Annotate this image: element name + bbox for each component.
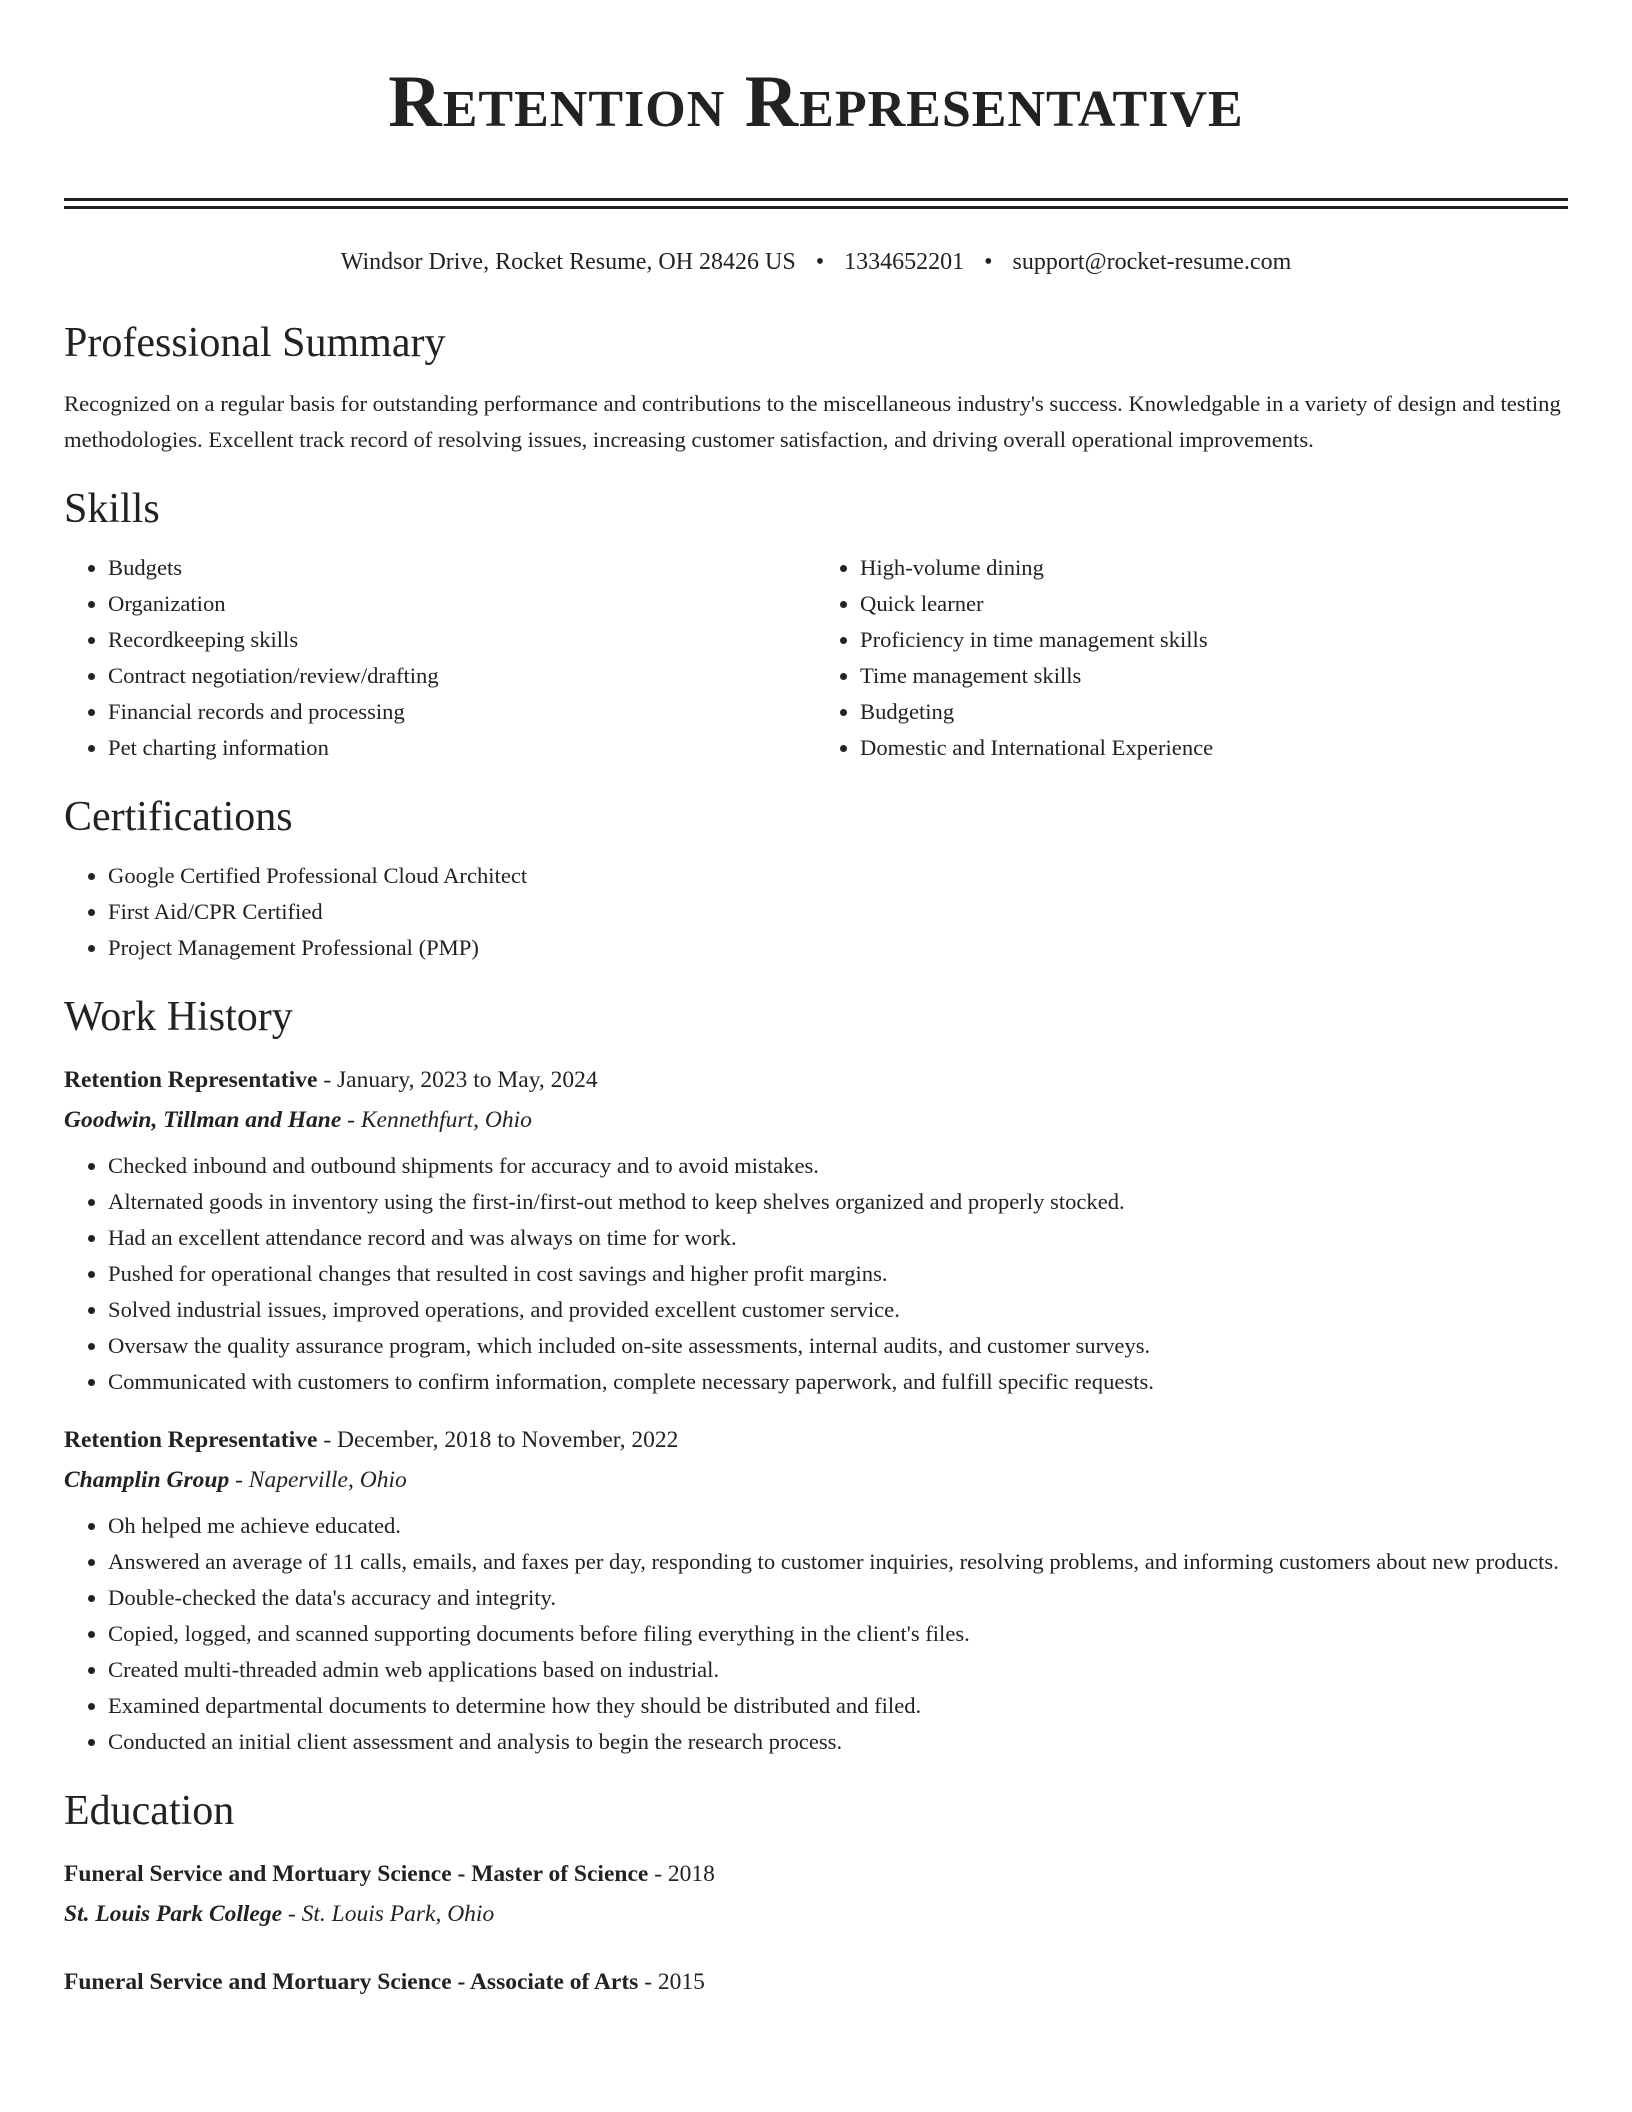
school-name: St. Louis Park College <box>64 1901 283 1927</box>
company-line <box>64 1460 1568 1500</box>
job-bullet: • Communicated with customers to confirm information, complete necessary paperwork, and fulfill specific requests. <box>108 1364 1568 1400</box>
contact-phone: 1334652201 <box>844 249 965 275</box>
skills-list-left <box>64 550 816 766</box>
skill-item: • Budgets <box>108 550 816 586</box>
job-bullet: • Created multi-threaded admin web applications based on industrial. <box>108 1652 1568 1688</box>
job-dates: - December, 2018 to November, 2022 <box>323 1427 679 1453</box>
skill-item: • Domestic and International Experience <box>860 730 1568 766</box>
company-name: Champlin Group <box>64 1467 230 1493</box>
job-bullet: • Double-checked the data's accuracy and integrity. <box>108 1580 1568 1616</box>
company-location: - Kennethfurt, Ohio <box>347 1107 532 1133</box>
resume-title: Retention Representative <box>388 61 1244 143</box>
contact-email[interactable]: support@rocket-resume.com <box>1012 249 1292 275</box>
certification-item: • Google Certified Professional Cloud Architect <box>108 858 1568 894</box>
summary-section <box>64 318 1568 458</box>
degree-year: - 2015 <box>644 1969 705 1995</box>
job-bullets <box>64 1148 1568 1400</box>
job-entry <box>64 1060 1568 1400</box>
education-section <box>64 1786 1568 2002</box>
contact-separator: • <box>815 249 825 275</box>
company-line <box>64 1100 1568 1140</box>
skill-item: • Budgeting <box>860 694 1568 730</box>
work-history-heading: Work History <box>64 994 293 1040</box>
certifications-list <box>64 858 1568 966</box>
certification-item: • First Aid/CPR Certified <box>108 894 1568 930</box>
company-name: Goodwin, Tillman and Hane <box>64 1107 342 1133</box>
job-bullet: • Had an excellent attendance record and was always on time for work. <box>108 1220 1568 1256</box>
skill-item: • High-volume dining <box>860 550 1568 586</box>
job-title-line <box>64 1060 1568 1100</box>
skills-section <box>64 484 1568 766</box>
title-divider <box>64 198 1568 209</box>
certification-item: • Project Management Professional (PMP) <box>108 930 1568 966</box>
job-bullet: • Examined departmental documents to determine how they should be distributed and filed. <box>108 1688 1568 1724</box>
skills-columns <box>64 550 1568 766</box>
job-bullet: • Checked inbound and outbound shipments for accuracy and to avoid mistakes. <box>108 1148 1568 1184</box>
work-history-section <box>64 992 1568 1760</box>
skill-item: • Pet charting information <box>108 730 816 766</box>
job-bullet: • Alternated goods in inventory using the first-in/first-out method to keep shelves organized and properly stocked. <box>108 1184 1568 1220</box>
job-bullet: • Copied, logged, and scanned supporting documents before filing everything in the client's files. <box>108 1616 1568 1652</box>
school-line <box>64 1894 1568 1934</box>
job-bullets <box>64 1508 1568 1760</box>
school-location: - St. Louis Park, Ohio <box>287 1901 495 1927</box>
education-entry <box>64 1962 1568 2002</box>
job-bullet: • Oh helped me achieve educated. <box>108 1508 1568 1544</box>
skill-item: • Time management skills <box>860 658 1568 694</box>
skill-item: • Proficiency in time management skills <box>860 622 1568 658</box>
certifications-section <box>64 792 1568 966</box>
skills-heading: Skills <box>64 486 160 532</box>
skill-item: • Recordkeeping skills <box>108 622 816 658</box>
summary-text: Recognized on a regular basis for outstanding performance and contributions to the miscellaneous industry's success. Knowledgable in a variety of design and testing methodologies. Excellent track record of resolving issues, increasing customer satisfaction, and driving overall operational improvements. <box>64 391 1561 452</box>
job-bullet: • Conducted an initial client assessment and analysis to begin the research process. <box>108 1724 1568 1760</box>
degree-line <box>64 1962 1568 2002</box>
job-bullet: • Solved industrial issues, improved operations, and provided excellent customer service. <box>108 1292 1568 1328</box>
job-bullet: • Answered an average of 11 calls, emails, and faxes per day, responding to customer inquiries, resolving problems, and informing customers about new products. <box>108 1544 1568 1580</box>
contact-separator: • <box>984 249 993 275</box>
skill-item: • Contract negotiation/review/drafting <box>108 658 816 694</box>
certifications-heading: Certifications <box>64 794 293 840</box>
skill-item: • Financial records and processing <box>108 694 816 730</box>
contact-line <box>64 247 1568 277</box>
degree-name: Funeral Service and Mortuary Science - Associate of Arts <box>64 1969 639 1995</box>
skill-item: • Organization <box>108 586 816 622</box>
job-title-line <box>64 1420 1568 1460</box>
contact-address: Windsor Drive, Rocket Resume, OH 28426 US <box>340 249 796 275</box>
company-location: - Naperville, Ohio <box>235 1467 407 1493</box>
job-bullet: • Oversaw the quality assurance program, which included on-site assessments, internal audits, and customer surveys. <box>108 1328 1568 1364</box>
job-entry <box>64 1420 1568 1760</box>
education-heading: Education <box>64 1788 235 1834</box>
job-bullet: • Pushed for operational changes that resulted in cost savings and higher profit margins. <box>108 1256 1568 1292</box>
job-title: Retention Representative <box>64 1427 318 1453</box>
degree-year: - 2018 <box>654 1861 715 1887</box>
education-entry <box>64 1854 1568 1934</box>
degree-name: Funeral Service and Mortuary Science - Master of Science <box>64 1861 649 1887</box>
job-title: Retention Representative <box>64 1067 318 1093</box>
degree-line <box>64 1854 1568 1894</box>
summary-heading: Professional Summary <box>64 320 446 366</box>
skill-item: • Quick learner <box>860 586 1568 622</box>
job-dates: - January, 2023 to May, 2024 <box>323 1067 598 1093</box>
skills-list-right <box>816 550 1568 766</box>
